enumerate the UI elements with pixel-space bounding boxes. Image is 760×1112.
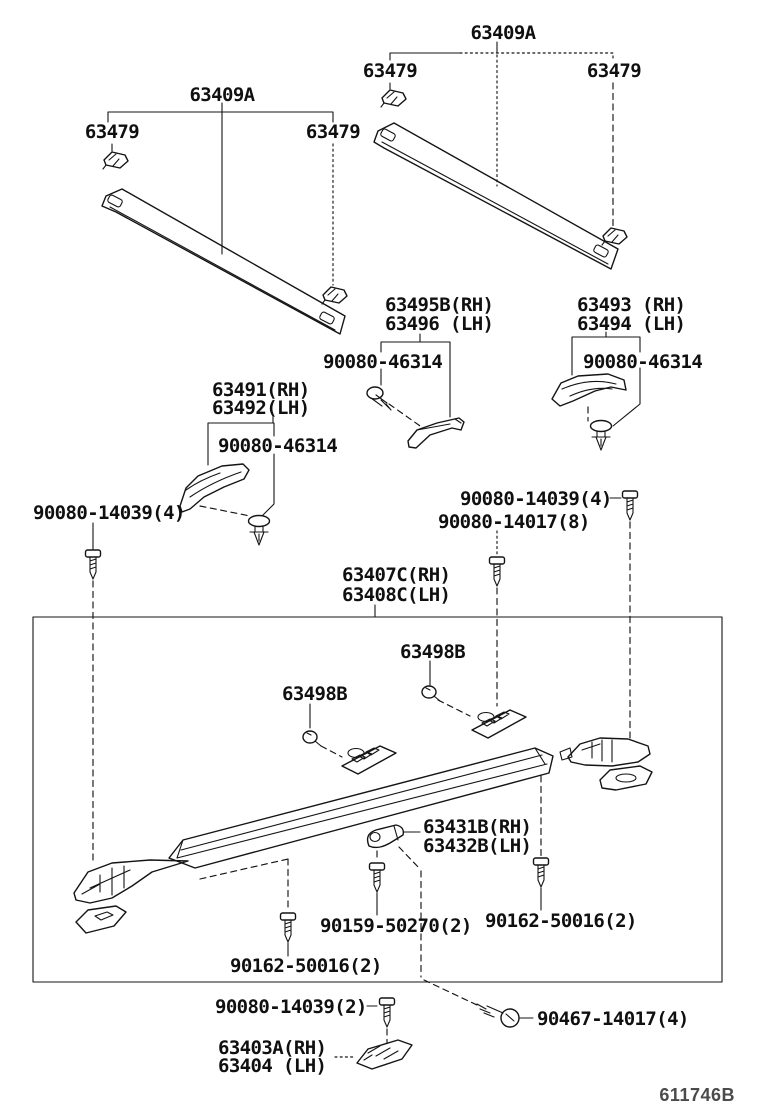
screw-left-group bbox=[33, 502, 185, 864]
label-90080-14017-8: 90080-14017(8) bbox=[438, 511, 590, 533]
diagram-code: 611746B bbox=[659, 1085, 735, 1105]
label-90080-14039-4-left: 90080-14039(4) bbox=[33, 502, 185, 524]
grommet-screw-drawing bbox=[367, 387, 391, 410]
label-crossbar-rear: 63409A bbox=[470, 22, 536, 44]
label-63495B: 63495B(RH) bbox=[385, 294, 494, 316]
screw-90162-right-drawing bbox=[534, 858, 549, 887]
front-crossbar-group bbox=[85, 84, 360, 334]
front-leg-bracket-group bbox=[74, 860, 188, 933]
label-63493: 63493 (RH) bbox=[577, 294, 686, 316]
mount-63498B-right-drawing bbox=[472, 710, 526, 738]
clip-rear-left-drawing bbox=[381, 90, 406, 107]
end-cap-group bbox=[180, 379, 337, 545]
screw-90159-drawing bbox=[370, 863, 385, 892]
label-63496: 63496 (LH) bbox=[385, 313, 494, 335]
label-crossbar-front: 63409A bbox=[189, 84, 255, 106]
label-clip-front-right: 63479 bbox=[305, 121, 361, 143]
label-63492: 63492(LH) bbox=[212, 397, 310, 419]
cap-63491-drawing bbox=[180, 464, 249, 512]
mount-63498B-left-drawing bbox=[342, 746, 396, 774]
screw-90162-left-drawing bbox=[281, 913, 296, 942]
label-90159-50270: 90159-50270(2) bbox=[320, 915, 472, 937]
screw-90467-drawing bbox=[477, 1004, 519, 1027]
label-90080-46314-a: 90080-46314 bbox=[323, 351, 443, 373]
cover-rear-group bbox=[552, 294, 702, 450]
clip-63498B-left-drawing bbox=[303, 731, 321, 746]
cover-63493-drawing bbox=[552, 374, 626, 406]
rear-leg-bracket-group bbox=[560, 738, 652, 790]
label-clip-rear-left: 63479 bbox=[362, 60, 418, 82]
screw-90080-14017-drawing bbox=[490, 557, 505, 586]
label-63403A: 63403A(RH) bbox=[218, 1037, 327, 1059]
screws-right-group bbox=[438, 488, 638, 738]
label-63498B-right: 63498B bbox=[400, 641, 466, 663]
label-63432B: 63432B(LH) bbox=[423, 835, 532, 857]
below-box-group bbox=[215, 996, 689, 1077]
label-63408C: 63408C(LH) bbox=[342, 584, 451, 606]
label-63491: 63491(RH) bbox=[212, 379, 310, 401]
label-90080-14039-2: 90080-14039(2) bbox=[215, 996, 367, 1018]
label-63407C: 63407C(RH) bbox=[342, 564, 451, 586]
label-90467-14017: 90467-14017(4) bbox=[537, 1008, 689, 1030]
label-63404: 63404 (LH) bbox=[218, 1055, 327, 1077]
screw-90080-14039-left-drawing bbox=[86, 550, 101, 579]
cover-bracket-center-group bbox=[323, 294, 493, 448]
label-90162-50016-left: 90162-50016(2) bbox=[230, 955, 382, 977]
bracket-63495B-drawing bbox=[408, 418, 464, 448]
rivet-63491-drawing bbox=[249, 516, 270, 546]
label-90080-14039-4-right: 90080-14039(4) bbox=[460, 488, 612, 510]
clip-63498B-right-drawing bbox=[422, 686, 440, 701]
mount-left-group bbox=[282, 683, 396, 774]
label-90162-50016-right: 90162-50016(2) bbox=[485, 910, 637, 932]
bracket-63403A-drawing bbox=[357, 1040, 412, 1069]
label-clip-rear-right: 63479 bbox=[586, 60, 642, 82]
clip-front-right-drawing bbox=[322, 287, 347, 304]
label-90080-46314-c: 90080-46314 bbox=[218, 435, 338, 457]
box-contents bbox=[74, 641, 652, 1005]
rear-crossbar-drawing bbox=[374, 123, 618, 269]
label-63431B: 63431B(RH) bbox=[423, 816, 532, 838]
front-crossbar-leader bbox=[108, 103, 333, 254]
screw-90080-14039-right-drawing bbox=[623, 491, 638, 520]
label-63494: 63494 (LH) bbox=[577, 313, 686, 335]
screw-90080-14039-2-drawing bbox=[380, 998, 395, 1027]
rear-crossbar-group bbox=[363, 22, 641, 269]
label-clip-front-left: 63479 bbox=[84, 121, 140, 143]
front-crossbar-drawing bbox=[102, 189, 345, 334]
mount-right-group bbox=[400, 641, 526, 738]
rear-leg-pad-drawing bbox=[600, 766, 652, 790]
label-90080-46314-b: 90080-46314 bbox=[583, 351, 703, 373]
clip-front-left-drawing bbox=[103, 152, 128, 169]
rivet-63493-drawing bbox=[591, 421, 612, 451]
label-63498B-left: 63498B bbox=[282, 683, 348, 705]
